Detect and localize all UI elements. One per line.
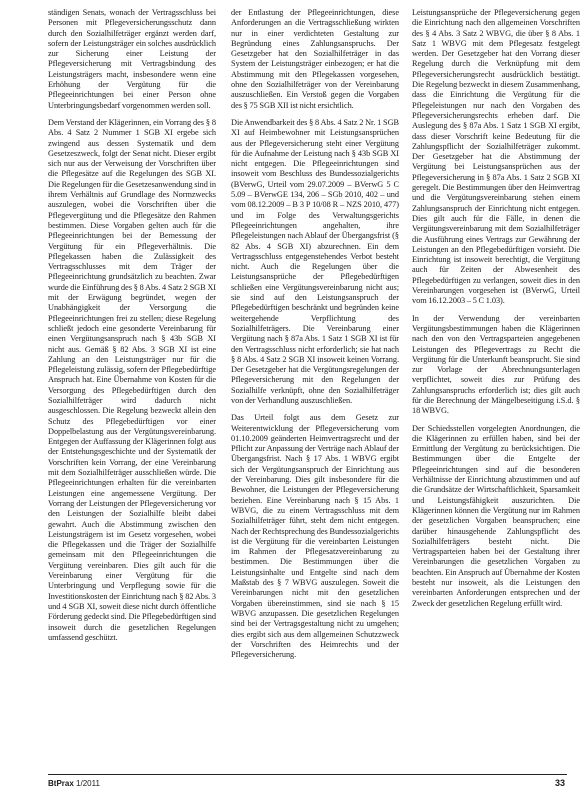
- paragraph: Das Urteil folgt aus dem Gesetz zur Weiterentwicklung der Pflegeversicherung vom 01.10.2009 geänderten Heimvertragsrecht und der Pflicht zur Anpassung der Verträge nach Ablauf der Übergangsfrist. Nach § 17 Abs. 1 WBVG ergibt sich der Vergütungsanspruch der Einrichtung aus der Vereinbarung. Dies gilt insbesondere für die Bewohner, die Leistungen der Pflegeversicherung beziehen. Eine Vereinbarung nach § 15 Abs. 1 WBVG, die zu einem Vertragsschluss mit dem Sozialhilfeträger führt, steht dem nicht entgegen. Nach der Rechtsprechung des Bundessozialgerichts ist die Vergütung für die vereinbarten Leistungen im Rahmen der Pflegesatzvereinbarung zu bestimmen. Die Bestimmungen über die Leistungsinhalte und Entgelte sind nach dem Maßstab des § 7 WBVG auszulegen. Soweit die Vereinbarungen nicht mit den gesetzlichen Vorgaben übereinstimmen, sind sie nach § 15 WBVG anzupassen. Die gesetzlichen Regelungen sind bei der Vertragsgestaltung nicht zu umgehen; dies ergibt sich aus dem allgemeinen Schutzzweck der Vorschriften des Heimrechts und der Pflegeversicherung.: [231, 413, 399, 660]
- paragraph: Leistungsansprüche der Pflegeversicherung gegen die Einrichtung nach den allgemeinen Vorschriften des § 4 Abs. 3 Satz 2 WBVG, die über § 8 Abs. 1 Satz 1 WBVG mit dem Pflegesatz festgelegt werden. Der Gesetzgeber hat den Vorrang dieser Regelung durch die Verknüpfung mit dem Pflegeversicherungsrecht ausdrücklich bestätigt. Die Regelung bezweckt in diesem Zusammenhang, dass die Einrichtung die Vergütung für die Pflegeleistungen nur nach den Vorgaben des Pflegeversicherungsrechts erheben darf. Die Auslegung des § 87a Abs. 1 Satz 1 SGB XI ergibt, dass dieser Vorschrift keine Bedeutung für die Zahlungspflicht der Sozialhilfeträger zukommt. Der Gesetzgeber hat die Abstimmung der Vergütung bei Leistungsansprüchen aus der Pflegeversicherung in § 87a Abs. 1 Satz 2 SGB XI geregelt. Die Bestimmungen über den Heimvertrag und die Vergütungsvereinbarung stehen einem Zahlungsanspruch der Einrichtung nicht entgegen. Dies gilt auch für die Fälle, in denen die Vergütungsvereinbarung mit dem Sozialhilfeträger die Ausführung eines Vertrags zur Gewährung der Leistungen an den Pflegebedürftigen vorsieht. Die Einrichtung ist insoweit berechtigt, die Vergütung auch für Zeiten der Abwesenheit des Pflegebedürftigen zu verlangen, soweit dies in den Vereinbarungen vorgesehen ist (BVerwG, Urteil vom 16.12.2003 – 5 C 1.03).: [412, 8, 580, 306]
- footer-divider: [48, 774, 567, 775]
- text-column-1: [48, 8, 216, 643]
- page-number: 33: [554, 778, 565, 788]
- paragraph: Dem Verstand der Klägerinnen, ein Vorrang des § 8 Abs. 4 Satz 2 Nummer 1 SGB XI ergebe sich zwingend aus dessen Systematik und dem Gesetzeszweck, folgt der Senat nicht. Dieser ergibt sich nur aus der Verweisung der Vorschriften über die Pflegesätze auf die Regelungen des SGB XI. Die Regelungen für die Gesetzesanwendung sind in ihrem Verhältnis auf Grundlage des Normzwecks auszulegen, wobei die Vorschriften über die Pflegevergütung und die Pflegesätze den Rahmen bestimmen. Diese Vorgaben gelten auch für die Pflegeeinrichtungen bei der Bemessung der Vergütung für ein Pflegeverhältnis. Die Pflegekassen haben die Zulässigkeit des Vertragsschlusses mit dem Träger der Pflegeeinrichtung grundsätzlich zu beachten. Zwar wurde die Einführung des § 8 Abs. 4 Satz 2 SGB XI mit der Erwägung begründet, wegen der Unabhängigkeit der Versorgung die Pflegeeinrichtungen frei zu stellen; diese Regelung schließt jedoch eine gesonderte Vereinbarung für einen Vergütungsanspruch nach § 43b SGB XI nicht aus. Gemäß § 82 Abs. 3 SGB XI ist eine Zahlung an den Leistungsträger nur für die Pflegeleistung zulässig, sofern der Pflegebedürftige Anspruch hat. Eine Übernahme von Kosten für die Versorgung des Pflegebedürftigen durch den Sozialhilfeträger wird dadurch nicht ausgeschlossen. Die Regelung bezweckt allein den Schutz des Pflegebedürftigen vor einer Doppelbelastung aus der Vergütungsvereinbarung. Entgegen der Auffassung der Klägerinnen folgt aus der Entstehungsgeschichte und der Systematik der Vorschriften kein Vorrang, der eine Vereinbarung mit dem Sozialhilfeträger ausschließen würde. Die Pflegeeinrichtungen erhalten für die vereinbarten Leistungen eine angemessene Vergütung. Der Vorrang der Leistungen der Pflegeversicherung vor den Leistungen der Sozialhilfe bleibt dabei gewahrt. Auch die Abstimmung zwischen den Leistungsträgern ist im Gesetz vorgesehen, wobei die Pflegekassen und die Träger der Sozialhilfe gemeinsam mit den Pflegeeinrichtungen die Vergütung vereinbaren. Dies gilt auch für die Vereinbarung einer Vergütung für die Unterbringung und Verpflegung sowie für die Investitionskosten der Einrichtung nach § 82 Abs. 3 und 4 SGB XI, soweit diese nicht durch öffentliche Förderung gedeckt sind. Die Pflegebedürftigen sind insoweit durch die gesetzlichen Regelungen umfassend geschützt.: [48, 117, 216, 642]
- paragraph: der Entlastung der Pflegeeinrichtungen, diese Anforderungen an die Vertragsschließung wirkten nur in einer verdichteten Gestaltung zur Begründung eines Zahlungsanspruchs. Der Gesetzgeber hat den Sozialhilfeträger in das System der Leistungsträger einbezogen; er hat die Abstimmung mit den Pflegekassen vorgesehen, ohne den Sozialhilfeträger von der Vereinbarung auszuschließen. Ein Verstoß gegen die Vorgaben des § 75 SGB XII ist nicht ersichtlich.: [231, 8, 399, 110]
- paragraph: Der Schiedsstellen vorgelegten Anordnungen, die die Klägerinnen zu erfüllen haben, sind bei der Ermittlung der Vergütung zu berücksichtigen. Die Bestimmungen über die Entgelte der Pflegeeinrichtungen sind auf die besonderen Verhältnisse der Einrichtung abzustimmen und auf die Grundsätze der Wirtschaftlichkeit, Sparsamkeit und Leistungsfähigkeit auszurichten. Die Klägerinnen können die Vergütung nur im Rahmen der gesetzlichen Vorgaben beanspruchen; eine darüber hinausgehende Zahlungspflicht des Sozialhilfeträgers besteht nicht. Die Vertragsparteien haben bei der Gestaltung ihrer Vereinbarungen die gesetzlichen Vorgaben zu beachten. Ein Anspruch auf Übernahme der Kosten besteht nur insoweit, als die Leistungen den vereinbarten Anforderungen entsprechen und der Zweck der gesetzlichen Regelung erfüllt wird.: [412, 423, 580, 608]
- paragraph: ständigen Senats, wonach der Vertragsschluss bei Personen mit Pflegeversicherungsschutz dann durch den Sozialhilfeträger ergänzt werden darf, sofern der Leistungsträger ein solches ausdrücklich zur Sicherung einer Leistung der Pflegeversicherung mit Vertragsbindung des Leistungsträgers macht, insbesondere wenn eine Erhöhung der Vergütung für die Pflegeeinrichtungen bei einer Person ohne Unterbringungsbedarf vorgenommen werden soll.: [48, 8, 216, 110]
- journal-name: BtPrax: [48, 779, 74, 788]
- text-column-2: [231, 8, 399, 660]
- text-column-3: [412, 8, 580, 609]
- paragraph: Die Anwendbarkeit des § 8 Abs. 4 Satz 2 Nr. 1 SGB XI auf Heimbewohner mit Leistungsansprüchen aus der Pflegeversicherung steht einer Vergütung für die Aufnahme der Leistung nach § 43b SGB XI nicht entgegen. Die Pflegeeinrichtungen sind insoweit vom Beschluss des Bundessozialgerichts (BVerwG, Urteil vom 29.07.2009 – BVerwG 5 C 5.09 – BVerwGE 134, 206 – SGb 2010, 402 – und vom 08.12.2009 – B 3 P 10/08 R – NZS 2010, 477) und im Folge des Verwaltungsgerichts Pflegeeinrichtungen angehalten, ihre Pflegeleistungen nach Ablauf der Übergangsfrist (§ 82 Abs. 4 SGB XI) abzurechnen. Ein dem Vertragsschluss entgegenstehendes Verbot besteht nicht. Auch die Regelungen über die Leistungsansprüche der Pflegebedürftigen schließen eine Vergütungsvereinbarung nicht aus; sie sind auf den Leistungsanspruch der Pflegebedürftigen beschränkt und begründen keine weitergehende Verpflichtung des Sozialhilfeträgers. Die Vereinbarung einer Vergütung nach § 87a Abs. 1 Satz 1 SGB XI ist für den Vertragsschluss nicht erforderlich; sie hat nach § 8 Abs. 4 Satz 2 SGB XI insoweit keinen Vorrang. Der Gesetzgeber hat die Vergütungsregelungen der Pflegeversicherung mit den Regelungen der Sozialhilfe verknüpft, ohne den Sozialhilfeträger von der Verhandlung auszuschließen.: [231, 117, 399, 405]
- paragraph: In der Verwendung der vereinbarten Vergütungsbestimmungen haben die Klägerinnen nach den von den Vertragsparteien angegebenen Leistungen des Pflegevertrags zu Recht die Vergütung für die Unterkunft beansprucht. Sie sind zur Vorlage der Abrechnungsunterlagen verpflichtet, soweit dies zur Prüfung des Zahlungsanspruchs erforderlich ist; dies gilt auch für die Berechnung der Mängelbeseitigung i.S.d. § 18 WBVG.: [412, 313, 580, 416]
- footer-journal-info: [48, 779, 100, 788]
- journal-issue: 1/2011: [76, 779, 100, 788]
